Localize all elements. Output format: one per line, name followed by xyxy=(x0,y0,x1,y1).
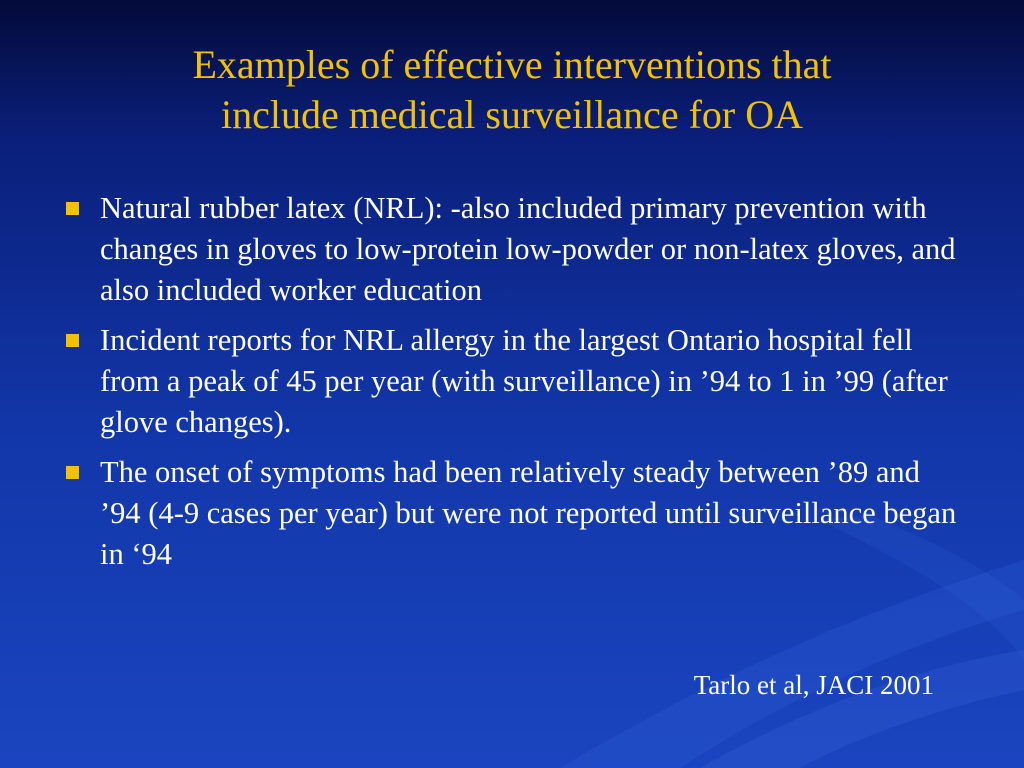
square-bullet-icon xyxy=(66,334,79,347)
square-bullet-icon xyxy=(66,466,79,479)
slide-title-line-2: include medical surveillance for OA xyxy=(221,92,803,137)
bullet-item xyxy=(58,452,958,575)
bullet-item xyxy=(58,188,958,311)
citation: Tarlo et al, JACI 2001 xyxy=(693,670,934,700)
bullet-item xyxy=(58,320,958,443)
slide-title xyxy=(40,40,984,140)
bullet-text: The onset of symptoms had been relatively steady between ’89 and ’94 (4-9 cases per year) but were not reported until surveillance began in ‘94 xyxy=(100,455,957,571)
slide-title-line-1: Examples of effective interventions that xyxy=(192,42,832,87)
bullet-list xyxy=(58,188,958,584)
bullet-text: Incident reports for NRL allergy in the largest Ontario hospital fell from a peak of 45 per year (with surveillance) in ’94 to 1 in ’99 (after glove changes). xyxy=(100,323,948,439)
bullet-text: Natural rubber latex (NRL): -also included primary prevention with changes in gloves to low-protein low-powder or non-latex gloves, and also included worker education xyxy=(100,191,956,307)
square-bullet-icon xyxy=(66,202,79,215)
